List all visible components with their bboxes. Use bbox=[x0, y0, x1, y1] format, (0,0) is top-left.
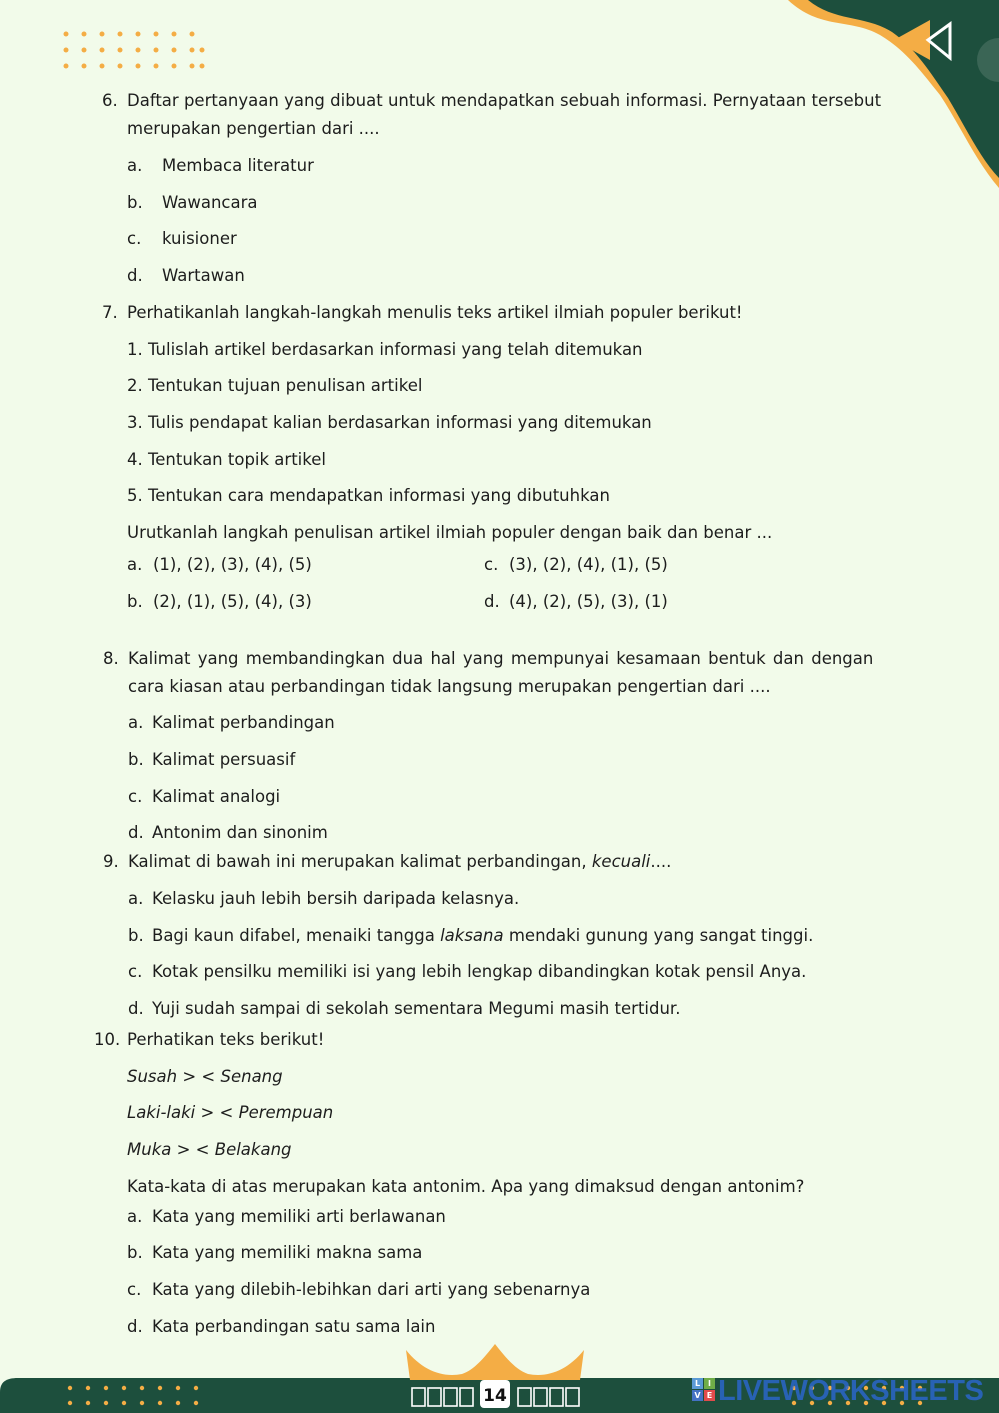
question-prompt: Urutkanlah langkah penulisan artikel ilmiah populer dengan baik dan benar ... bbox=[127, 523, 773, 542]
option-letter[interactable]: a. bbox=[127, 156, 143, 175]
question-text: Kalimat yang membandingkan dua hal yang mempunyai kesamaan bentuk dan dengan bbox=[128, 649, 874, 668]
question-prompt: Kata-kata di atas merupakan kata antonim. Apa yang dimaksud dengan antonim? bbox=[127, 1177, 805, 1196]
option-letter[interactable]: c. bbox=[127, 1280, 142, 1299]
option-letter[interactable]: c. bbox=[128, 962, 143, 981]
option-letter[interactable]: b. bbox=[127, 1243, 143, 1262]
option-letter[interactable]: d. bbox=[128, 823, 144, 842]
question-text bbox=[128, 851, 671, 873]
watermark-text: LIVEWORKSHEETS bbox=[718, 1375, 984, 1407]
question-number: 6. bbox=[102, 91, 118, 110]
question-text-part: Kalimat di bawah ini merupakan kalimat perbandingan, bbox=[128, 852, 592, 871]
option-text[interactable]: Kata yang memiliki arti berlawanan bbox=[152, 1207, 446, 1226]
option-text[interactable]: (3), (2), (4), (1), (5) bbox=[509, 555, 668, 574]
antonym-pair: Laki-laki > < Perempuan bbox=[127, 1103, 334, 1122]
option-letter[interactable]: b. bbox=[127, 592, 143, 611]
back-triangle-icon bbox=[890, 16, 954, 66]
logo-letter: E bbox=[704, 1390, 715, 1401]
question-number: 7. bbox=[102, 303, 118, 322]
option-letter[interactable]: b. bbox=[128, 750, 144, 769]
option-letter[interactable]: a. bbox=[128, 713, 144, 732]
option-letter[interactable]: d. bbox=[128, 999, 144, 1018]
option-text[interactable]: Kalimat analogi bbox=[152, 787, 281, 806]
option-text[interactable]: kuisioner bbox=[162, 229, 237, 248]
option-text-part: mendaki gunung yang sangat tinggi. bbox=[503, 926, 814, 945]
step-item: 1. Tulislah artikel berdasarkan informasi yang telah ditemukan bbox=[127, 340, 643, 359]
option-text[interactable]: Antonim dan sinonim bbox=[152, 823, 328, 842]
option-letter[interactable]: a. bbox=[128, 889, 144, 908]
option-letter[interactable]: d. bbox=[127, 1317, 143, 1336]
question-text: Perhatikan teks berikut! bbox=[127, 1030, 325, 1049]
step-item: 4. Tentukan topik artikel bbox=[127, 450, 326, 469]
option-text[interactable]: Kotak pensilku memiliki isi yang lebih lengkap dibandingkan kotak pensil Anya. bbox=[152, 962, 807, 981]
back-button[interactable] bbox=[890, 16, 954, 66]
antonym-pair: Susah > < Senang bbox=[127, 1067, 283, 1086]
question-text-part: .... bbox=[650, 852, 672, 871]
option-text[interactable]: Kalimat persuasif bbox=[152, 750, 296, 769]
option-text[interactable]: Kata yang dilebih-lebihkan dari arti yang sebenarnya bbox=[152, 1280, 591, 1299]
logo-letter: L bbox=[692, 1378, 703, 1389]
question-text: Daftar pertanyaan yang dibuat untuk mendapatkan sebuah informasi. Pernyataan tersebut bbox=[127, 91, 882, 110]
option-text[interactable] bbox=[152, 925, 813, 947]
question-text: Perhatikanlah langkah-langkah menulis teks artikel ilmiah populer berikut! bbox=[127, 303, 743, 322]
option-letter[interactable]: a. bbox=[127, 555, 143, 574]
option-text[interactable]: Kata perbandingan satu sama lain bbox=[152, 1317, 436, 1336]
liveworksheets-logo bbox=[692, 1374, 992, 1408]
step-item: 2. Tentukan tujuan penulisan artikel bbox=[127, 376, 423, 395]
option-text[interactable]: Kelasku jauh lebih bersih daripada kelasnya. bbox=[152, 889, 520, 908]
question-number: 9. bbox=[103, 852, 119, 871]
option-letter[interactable]: c. bbox=[128, 787, 143, 806]
option-letter[interactable]: d. bbox=[127, 266, 143, 285]
option-text[interactable]: (2), (1), (5), (4), (3) bbox=[153, 592, 312, 611]
option-text[interactable]: Wawancara bbox=[162, 193, 258, 212]
option-text[interactable]: (4), (2), (5), (3), (1) bbox=[509, 592, 668, 611]
footer bbox=[0, 1340, 999, 1413]
question-text-cont: cara kiasan atau perbandingan tidak langsung merupakan pengertian dari .... bbox=[128, 677, 771, 696]
option-letter[interactable]: d. bbox=[484, 592, 500, 611]
option-text[interactable]: (1), (2), (3), (4), (5) bbox=[153, 555, 312, 574]
option-letter[interactable]: c. bbox=[127, 229, 142, 248]
logo-icon bbox=[692, 1378, 716, 1402]
option-letter[interactable]: a. bbox=[127, 1207, 143, 1226]
logo-letter: I bbox=[704, 1378, 715, 1389]
antonym-pair: Muka > < Belakang bbox=[127, 1140, 292, 1159]
option-text[interactable]: Membaca literatur bbox=[162, 156, 314, 175]
option-text-part: Bagi kaun difabel, menaiki tangga bbox=[152, 926, 441, 945]
option-text-emphasis: laksana bbox=[440, 926, 504, 945]
option-letter[interactable]: b. bbox=[127, 193, 143, 212]
question-number: 10. bbox=[94, 1030, 121, 1049]
option-text[interactable]: Kata yang memiliki makna sama bbox=[152, 1243, 423, 1262]
question-number: 8. bbox=[103, 649, 119, 668]
question-text-emphasis: kecuali bbox=[591, 852, 651, 871]
page-number: 14 bbox=[483, 1386, 507, 1406]
step-item: 5. Tentukan cara mendapatkan informasi yang dibutuhkan bbox=[127, 486, 610, 505]
option-text[interactable]: Kalimat perbandingan bbox=[152, 713, 335, 732]
option-letter[interactable]: b. bbox=[128, 926, 144, 945]
logo-letter: V bbox=[692, 1390, 703, 1401]
option-letter[interactable]: c. bbox=[484, 555, 499, 574]
question-text-cont: merupakan pengertian dari .... bbox=[127, 119, 380, 138]
option-text[interactable]: Yuji sudah sampai di sekolah sementara Megumi masih tertidur. bbox=[152, 999, 681, 1018]
option-text[interactable]: Wartawan bbox=[162, 266, 245, 285]
dot-pattern-top bbox=[58, 28, 218, 74]
step-item: 3. Tulis pendapat kalian berdasarkan informasi yang ditemukan bbox=[127, 413, 652, 432]
